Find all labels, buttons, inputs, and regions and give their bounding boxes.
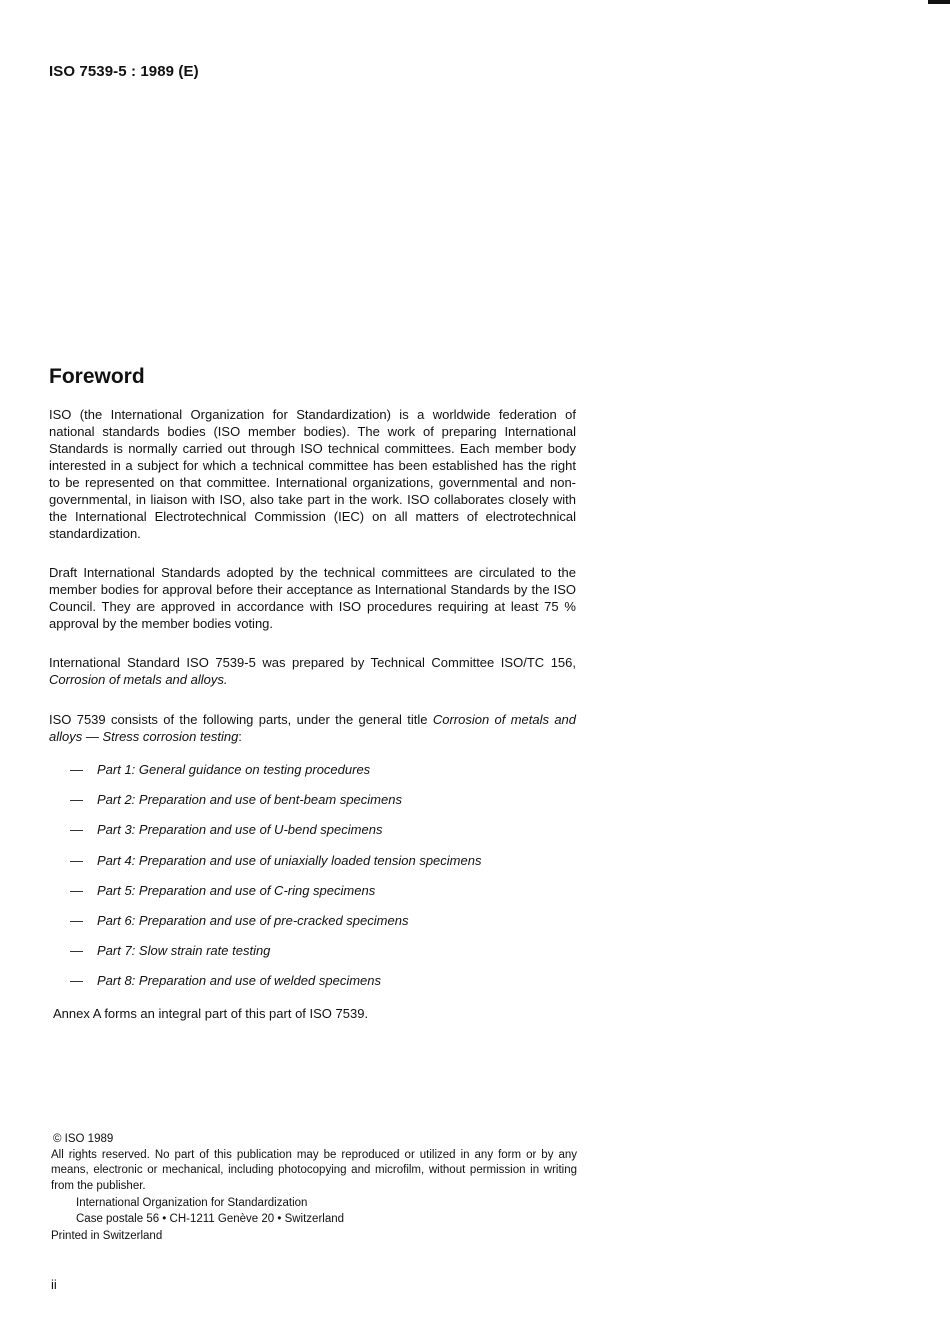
- printed-in: Printed in Switzerland: [51, 1230, 163, 1242]
- parts-list: [70, 761, 481, 1003]
- section-title: Foreword: [49, 365, 145, 388]
- foreword-paragraph-4: [49, 711, 576, 745]
- copyright-line: © ISO 1989: [53, 1133, 114, 1145]
- parts-intro-colon: :: [238, 729, 242, 744]
- list-dash: —: [70, 943, 83, 959]
- part-label: Part 2: Preparation and use of bent-beam specimens: [97, 792, 402, 808]
- rights-statement: All rights reserved. No part of this publication may be reproduced or utilized in any form or by any means, electronic or mechanical, including photocopying and microfilm, without permission in writing from the publisher.: [51, 1148, 577, 1192]
- list-dash: —: [70, 852, 83, 868]
- list-item: [70, 912, 481, 942]
- list-item: [70, 761, 481, 791]
- foreword-paragraph-3: [49, 654, 576, 688]
- preparation-statement: International Standard ISO 7539-5 was prepared by Technical Committee ISO/TC 156,: [49, 655, 576, 670]
- general-title: Corrosion of metals and alloys — Stress corrosion testing: [49, 712, 577, 744]
- list-item: [70, 942, 481, 972]
- page-number: ii: [51, 1277, 57, 1292]
- copyright-block: [51, 1132, 577, 1245]
- list-item: [70, 972, 481, 1002]
- list-dash: —: [70, 973, 83, 989]
- document-id: ISO 7539-5 : 1989 (E): [49, 63, 199, 80]
- list-item: [70, 821, 481, 851]
- organization-name: International Organization for Standardization: [76, 1197, 308, 1209]
- committee-title: Corrosion of metals and alloys.: [49, 672, 228, 687]
- list-dash: —: [70, 762, 83, 777]
- list-dash: —: [70, 792, 83, 808]
- part-label: Part 6: Preparation and use of pre-cracked specimens: [97, 912, 409, 928]
- list-item: [70, 852, 481, 882]
- part-label: Part 1: General guidance on testing procedures: [97, 762, 371, 777]
- corner-mark: [928, 0, 950, 4]
- list-dash: —: [70, 822, 83, 838]
- part-label: Part 8: Preparation and use of welded specimens: [97, 973, 382, 989]
- organization-address: Case postale 56 • CH-1211 Genève 20 • Switzerland: [76, 1212, 345, 1225]
- annex-note: Annex A forms an integral part of this part of ISO 7539.: [53, 1006, 369, 1021]
- foreword-paragraph-2: Draft International Standards adopted by the technical committees are circulated to the member bodies for approval before their acceptance as International Standards by the ISO Council. They are approved in accordance with ISO procedures requiring at least 75 % approval by the member bodies voting.: [49, 565, 576, 631]
- list-item: [70, 882, 481, 912]
- foreword-paragraph-1: ISO (the International Organization for Standardization) is a worldwide federation of national standards bodies (ISO member bodies). The work of preparing International Standards is normally carried out through ISO technical committees. Each member body interested in a subject for which a technical committee has been established has the right to be represented on that committee. International organizations, governmental and non-governmental, in liaison with ISO, also take part in the work. ISO collaborates closely with the International Electrotechnical Commission (IEC) on all matters of electrotechnical standardization.: [49, 407, 576, 541]
- part-label: Part 3: Preparation and use of U-bend specimens: [97, 822, 383, 838]
- publisher-address: [76, 1196, 577, 1227]
- list-item: [70, 791, 481, 821]
- part-label: Part 4: Preparation and use of uniaxially loaded tension specimens: [97, 852, 482, 868]
- list-dash: —: [70, 882, 83, 898]
- list-dash: —: [70, 912, 83, 928]
- part-label: Part 7: Slow strain rate testing: [97, 943, 271, 959]
- part-label: Part 5: Preparation and use of C-ring specimens: [97, 882, 376, 898]
- parts-intro: ISO 7539 consists of the following parts, under the general title: [49, 712, 428, 727]
